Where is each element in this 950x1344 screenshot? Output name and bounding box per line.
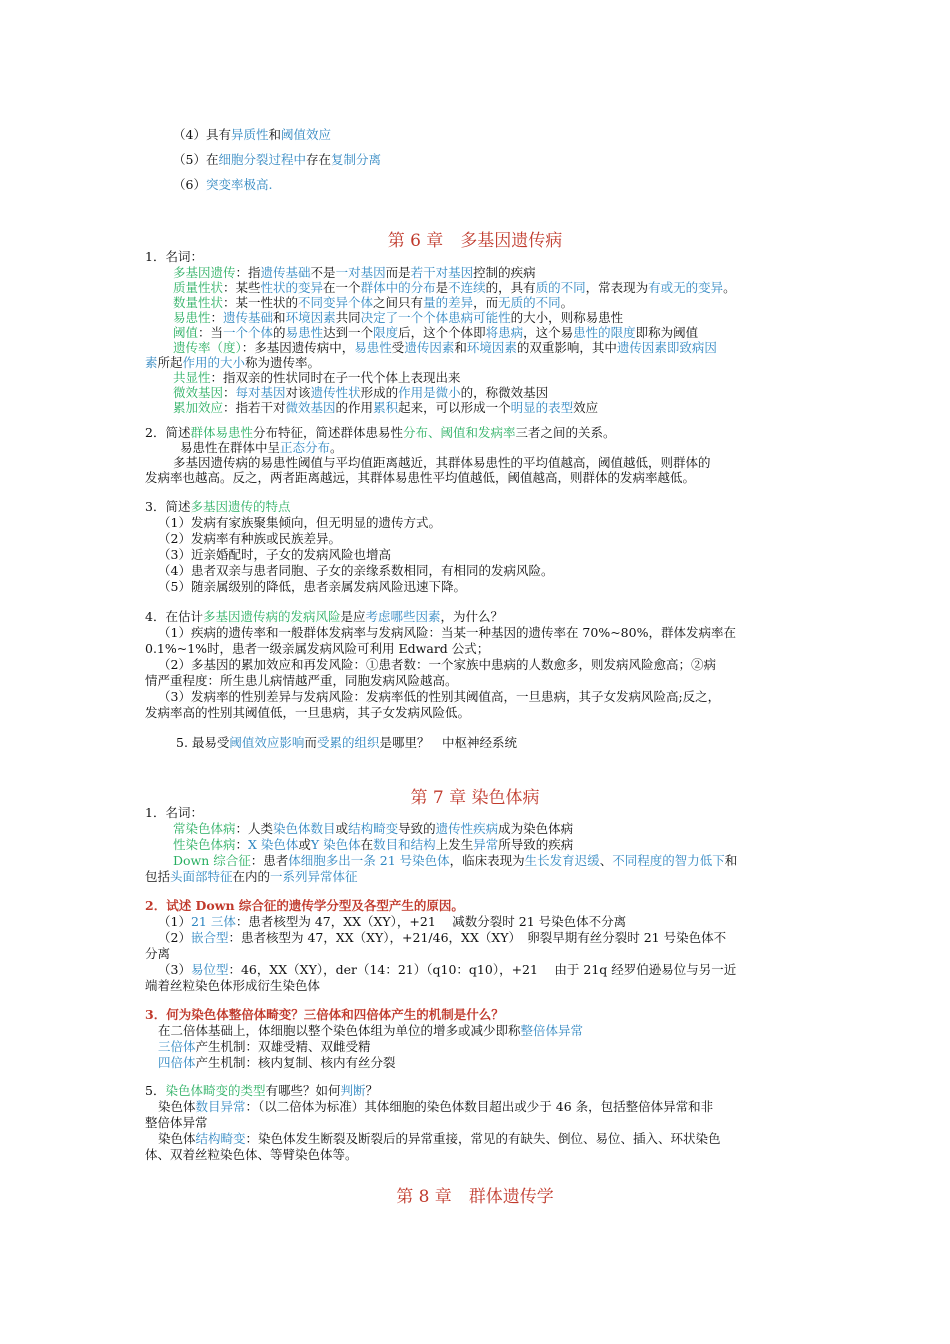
text-run: 数目和结构 (373, 837, 436, 852)
text-run: ：多基因遗传病中， (241, 340, 355, 355)
text-run: 。 (723, 280, 736, 295)
text-run: 不连续 (448, 280, 486, 295)
text-run: ：（以二倍体为标准）其体细胞的染色体数目超出或少于 46 条，包括整倍体异常和非 (245, 1099, 714, 1114)
text-run: 决定了一个个体患病可能性 (360, 310, 511, 325)
text-run: 即称为阈值 (635, 325, 699, 340)
text-run: 的，称微效基因 (460, 385, 549, 400)
text-run: ：某一性状的 (223, 295, 299, 310)
text-run: 0.1%~1%时，患者一级亲属发病风险可利用 Edward 公式； (145, 641, 490, 656)
text-line (173, 455, 711, 471)
text-run: 分布特征，简述群体患易性 (252, 425, 403, 440)
text-run: 对该 (285, 385, 311, 400)
text-run: 而 (304, 735, 317, 750)
text-run: 3．何为染色体整倍体畸变？三倍体和四倍体产生的机制是什么？ (145, 1007, 504, 1022)
text-run: 的，具有 (485, 280, 536, 295)
text-run: 2．简述 (145, 425, 191, 440)
text-run: 导致的 (398, 821, 436, 836)
text-run: 端着丝粒染色体形成衍生染色体 (145, 978, 321, 993)
text-run: ：患者核型为 47，XX（XY），+21/46，XX（XY） 卵裂早期有丝分裂时 21 号染色体不 (228, 930, 727, 945)
text-run: 一个个体 (223, 325, 274, 340)
text-run: 阈值效应 (280, 127, 331, 142)
text-run: ： (210, 310, 224, 325)
text-run: 多基因遗传的特点 (190, 499, 291, 514)
text-run: 或 (335, 821, 349, 836)
text-run: 无质的不同 (498, 295, 561, 310)
text-run: 的 (273, 325, 286, 340)
text-run: 易位型 (190, 962, 229, 977)
text-run: 和 (724, 853, 738, 868)
text-run: 不同变异个体 (298, 295, 374, 310)
text-line (158, 657, 716, 673)
text-run: 分离 (145, 946, 171, 961)
text-run: 后，这个个体即 (398, 325, 486, 340)
text-run: ？ (365, 1083, 379, 1098)
text-run: 遗传因素 (404, 340, 455, 355)
text-run: 限度 (373, 325, 399, 340)
text-run: （3）近亲婚配时，子女的发病风险也增高 (158, 547, 391, 562)
text-run: （2）多基因的累加效应和再发风险：①患者数：一个家族中患病的人数愈多，则发病风险愈高；②病 (158, 657, 716, 672)
text-run: 共同 (335, 310, 361, 325)
text-line (173, 177, 272, 193)
text-run: 的大小，则称易患性 (510, 310, 624, 325)
text-run: ：染色体发生断裂及断裂后的异常重接，常见的有缺失、倒位、易位、插入、环状染色 (245, 1131, 721, 1146)
text-run: 结构畸变 (348, 821, 399, 836)
text-line (173, 127, 331, 143)
text-line (145, 1147, 358, 1163)
text-run: 上发生 (435, 837, 474, 852)
text-run: 5. 最易受 (176, 735, 230, 750)
text-run: 和 (268, 127, 281, 142)
text-line (158, 579, 466, 595)
text-run: 或 (298, 837, 311, 852)
text-run: 异质性 (230, 127, 269, 142)
text-run: 不是 (310, 265, 336, 280)
text-run: 的双重影响，其中 (516, 340, 617, 355)
text-run: 多基因遗传病的发病风险 (202, 609, 341, 624)
text-run: 多基因遗传病的易患性阈值与平均值距离越近，其群体易患性的平均值越高，阈值越低，则群体的 (173, 455, 711, 470)
text-run: （4）患者双亲与患者同胞、子女的亲缘系数相同，有相同的发病风险。 (158, 563, 554, 578)
text-run: 分布、阈值和发病率 (402, 425, 516, 440)
text-run: 质量性状 (173, 280, 224, 295)
text-run: （3） (158, 962, 191, 977)
text-line (158, 1023, 583, 1039)
text-run: 生长发育迟缓 (524, 853, 600, 868)
text-run: 、 (599, 853, 613, 868)
text-run: 称为遗传率。 (245, 355, 321, 370)
text-run: ，而 (473, 295, 499, 310)
text-run: 形成的 (360, 385, 399, 400)
text-run: （5）在 (173, 152, 219, 167)
text-run: 质的不同 (535, 280, 586, 295)
text-run: （5）随亲属级别的降低，患者亲属发病风险迅速下降。 (158, 579, 466, 594)
text-run: 。 (560, 295, 574, 310)
text-line (158, 689, 720, 705)
text-line (158, 1099, 713, 1115)
text-line (173, 837, 573, 853)
text-run: 和 (273, 310, 286, 325)
text-run: 易患性 (285, 325, 324, 340)
text-line (145, 609, 503, 625)
text-run: 遗传因素即致病因 (616, 340, 717, 355)
text-line (173, 385, 548, 401)
text-line (145, 249, 203, 265)
text-run: 之间只有 (373, 295, 424, 310)
text-run: ，常表现为 (585, 280, 649, 295)
text-run: （4）具有 (173, 127, 231, 142)
text-run: ：患者核型为 47，XX（XY），+21 减数分裂时 21 号染色体不分离 (235, 914, 627, 929)
text-run: 控制的疾病 (473, 265, 536, 280)
text-run: （2）发病率有种族或民族差异。 (158, 531, 341, 546)
text-run: 遗传基础 (223, 310, 274, 325)
text-run: ：当 (198, 325, 224, 340)
text-run: 群体易患性 (190, 425, 253, 440)
text-line (158, 962, 736, 978)
text-run: ： (235, 837, 249, 852)
text-run: 细胞分裂过程中 (218, 152, 306, 167)
chapter-7-title: 第 7 章 染色体病 (410, 788, 540, 808)
text-run: 2．试述 Down 综合征的遗传学分型及各型产生的原因。 (145, 898, 464, 913)
text-run: ：指若干对 (223, 400, 286, 415)
text-run: （1）疾病的遗传率和一般群体发病率与发病风险：当某一种基因的遗传率在 70%~80%，群体发病率在 (158, 625, 736, 640)
text-run: Y 染色体 (310, 837, 361, 852)
text-run: 数量性状 (173, 295, 224, 310)
text-run: 的作用 (335, 400, 374, 415)
text-run: 素 (145, 355, 158, 370)
text-run: 作用是微小 (398, 385, 461, 400)
chapter-6-title: 第 6 章 多基因遗传病 (387, 231, 563, 251)
chapter-8-title: 第 8 章 群体遗传学 (396, 1187, 554, 1207)
text-run: 三者之间的关系。 (515, 425, 616, 440)
text-line (158, 625, 736, 641)
text-run: 发病率也越高。反之，两者距离越远，其群体易患性平均值越低，阈值越高，则群体的发病率越低。 (145, 470, 696, 485)
text-run: 遗传率（度） (173, 340, 242, 355)
text-run: 染色体数目 (273, 821, 336, 836)
text-run: 情严重程度：所生患儿病情越严重，同胞发病风险越高。 (145, 673, 458, 688)
text-run: 群体中的分布 (360, 280, 436, 295)
text-line (145, 898, 464, 914)
text-run: （3）发病率的性别差异与发病风险：发病率低的性别其阈值高，一旦患病，其子女发病风险高;反之， (158, 689, 721, 704)
text-line (145, 641, 489, 657)
text-run: 成为染色体病 (498, 821, 574, 836)
text-run: 异常 (473, 837, 499, 852)
text-line (173, 370, 461, 386)
text-run: 多基因遗传 (173, 265, 236, 280)
text-line (145, 499, 290, 515)
text-run: ：患者 (250, 853, 289, 868)
text-run: 整倍体异常 (520, 1023, 584, 1038)
text-run: （1） (158, 914, 191, 929)
text-run: 环境因素 (285, 310, 336, 325)
text-run: 遗传基础 (260, 265, 311, 280)
text-run: 不同程度的智力低下 (612, 853, 725, 868)
text-run: 染色体 (158, 1099, 196, 1114)
text-run: 累加效应 (173, 400, 224, 415)
text-run: 判断 (340, 1083, 366, 1098)
text-run: 作用的大小 (182, 355, 246, 370)
text-run: 若干对基因 (410, 265, 474, 280)
text-run: 和 (454, 340, 467, 355)
text-run: 5． (145, 1083, 166, 1098)
text-run: 染色体畸变的类型 (165, 1083, 266, 1098)
text-run: 明显的表型 (510, 400, 574, 415)
text-run: 在内的 (232, 869, 271, 884)
text-run: 易患性在群体中呈 (180, 440, 281, 455)
text-run: 嵌合型 (190, 930, 229, 945)
text-line (173, 340, 717, 356)
text-run: 受累的组织 (316, 735, 380, 750)
text-line (145, 1007, 504, 1023)
text-run: 突变率极高. (205, 177, 273, 192)
text-line (158, 547, 391, 563)
text-run: 遗传性状 (310, 385, 361, 400)
text-run: 发病率高的性别其阈值低，一旦患病，其子女发病风险低。 (145, 705, 471, 720)
text-line (173, 280, 736, 296)
text-run: 阈值 (173, 325, 199, 340)
text-run: （2） (158, 930, 191, 945)
text-run: 所导致的疾病 (498, 837, 574, 852)
text-run: 受 (391, 340, 405, 355)
text-run: 性状的变异 (260, 280, 324, 295)
text-run: 复制分离 (330, 152, 381, 167)
text-line (145, 805, 203, 821)
text-run: 一对基因 (335, 265, 386, 280)
text-line (173, 400, 598, 416)
text-line (176, 735, 517, 751)
text-line (158, 1055, 396, 1071)
text-line (173, 310, 623, 326)
text-line (145, 946, 170, 962)
text-run: 在 (360, 837, 374, 852)
text-run: 达到一个 (323, 325, 374, 340)
text-run: ：指双亲的性状同时在子一代个体上表现出来 (210, 370, 461, 385)
text-line (173, 152, 381, 168)
text-run: 是 (435, 280, 449, 295)
text-run: 常染色体病 (173, 821, 236, 836)
text-run: 1．名词： (145, 249, 203, 264)
text-run: 21 三体 (190, 914, 236, 929)
text-run: 4．在估计 (145, 609, 203, 624)
text-run: 有或无的变异 (648, 280, 724, 295)
text-run: 一系列异常体征 (270, 869, 358, 884)
text-run: 体、双着丝粒染色体、等臂染色体等。 (145, 1147, 358, 1162)
text-line (173, 265, 536, 281)
text-run: 1．名词： (145, 805, 203, 820)
text-line (145, 978, 320, 994)
text-run: 染色体 (158, 1131, 196, 1146)
text-run: 正态分布 (280, 440, 331, 455)
text-line (173, 295, 573, 311)
text-run: 有哪些？如何 (265, 1083, 341, 1098)
text-line (145, 425, 616, 441)
text-line (158, 1039, 371, 1055)
text-run: 共显性 (173, 370, 211, 385)
text-run: （6） (173, 177, 206, 192)
text-line (173, 853, 737, 869)
text-run: 考虑哪些因素 (365, 609, 441, 624)
text-run: 四倍体 (158, 1055, 196, 1070)
text-run: 易患性 (354, 340, 392, 355)
text-run: 体细胞多出一条 21 号染色体 (288, 853, 450, 868)
text-run: 在二倍体基础上，体细胞以整个染色体组为单位的增多或减少即称 (158, 1023, 521, 1038)
text-run: 整倍体异常 (145, 1115, 208, 1130)
text-line (158, 563, 553, 579)
text-line (145, 355, 320, 371)
text-run: ，临床表现为 (449, 853, 525, 868)
text-run: 头面部特征 (170, 869, 233, 884)
text-run: 每对基因 (235, 385, 286, 400)
text-line (158, 515, 441, 531)
text-line (145, 705, 470, 721)
text-run: ：46，XX（XY），der（14：21）（q10：q10），+21 由于 21q 经罗伯逊易位与另一近 (228, 962, 737, 977)
text-run: ：人类 (235, 821, 274, 836)
text-run: ： (223, 385, 236, 400)
text-run: 微效基因 (173, 385, 224, 400)
text-run: ：指 (235, 265, 261, 280)
text-run: 遗传性疾病 (435, 821, 499, 836)
text-line (158, 930, 726, 946)
text-run: X 染色体 (248, 837, 299, 852)
text-run: （1）发病有家族聚集倾向，但无明显的遗传方式。 (158, 515, 441, 530)
text-run: Down 综合征 (173, 853, 251, 868)
text-run: 产生机制：双雄受精、双雌受精 (195, 1039, 371, 1054)
text-run: 量的差异 (423, 295, 474, 310)
text-line (180, 440, 343, 456)
text-run: 将患病 (485, 325, 524, 340)
text-run: 阈值效应影响 (229, 735, 305, 750)
text-run: ：某些 (223, 280, 261, 295)
text-run: 结构畸变 (195, 1131, 246, 1146)
text-run: 是应 (340, 609, 366, 624)
text-run: ，为什么？ (440, 609, 504, 624)
text-run: 微效基因 (285, 400, 336, 415)
text-run: 性染色体病 (173, 837, 236, 852)
text-line (145, 869, 358, 885)
text-run: 。 (330, 440, 343, 455)
text-run: 是哪里？ 中枢神经系统 (379, 735, 517, 750)
text-run: 所起 (157, 355, 183, 370)
text-run: 在一个 (323, 280, 361, 295)
text-run: 数目异常 (195, 1099, 246, 1114)
text-line (145, 1083, 378, 1099)
text-run: 产生机制：核内复制、核内有丝分裂 (195, 1055, 396, 1070)
text-run: 三倍体 (158, 1039, 196, 1054)
text-run: 环境因素 (466, 340, 517, 355)
text-line (158, 914, 626, 930)
text-run: 患性的限度 (573, 325, 636, 340)
text-line (145, 470, 695, 486)
text-run: 易患性 (173, 310, 211, 325)
text-run: 起来，可以形成一个 (398, 400, 511, 415)
text-line (158, 1131, 721, 1147)
text-run: 效应 (573, 400, 599, 415)
text-run: 3．简述 (145, 499, 191, 514)
text-line (158, 531, 341, 547)
text-run: 而是 (385, 265, 411, 280)
text-line (145, 673, 458, 689)
text-line (173, 325, 698, 341)
text-run: ，这个易 (523, 325, 574, 340)
text-line (173, 821, 573, 837)
text-run: 累积 (373, 400, 399, 415)
text-line (145, 1115, 208, 1131)
text-run: 存在 (305, 152, 331, 167)
text-run: 包括 (145, 869, 171, 884)
